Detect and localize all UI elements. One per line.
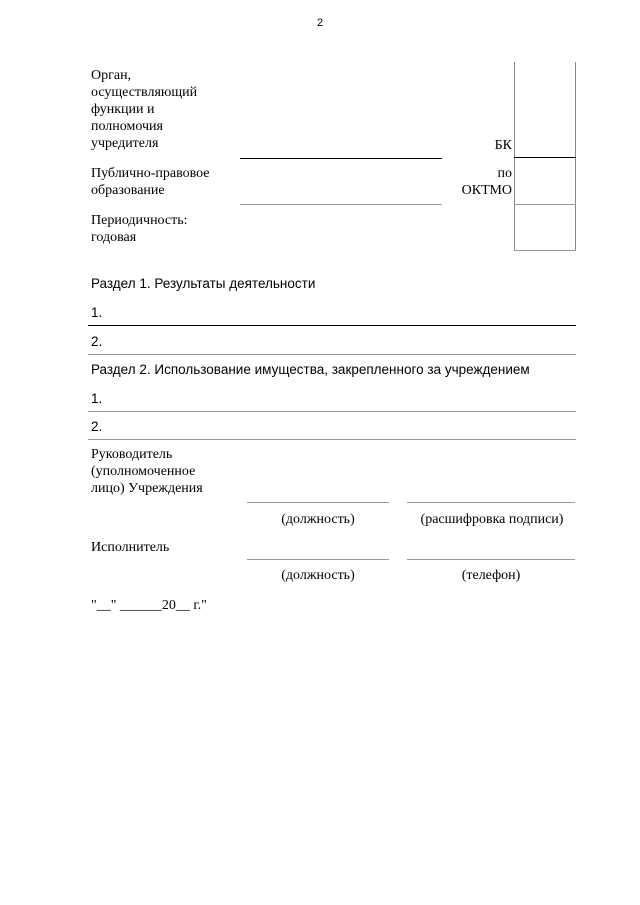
section-1-title: Раздел 1. Результаты деятельности <box>91 276 316 291</box>
codes-column-left-border <box>514 62 515 250</box>
head-position-line <box>247 502 389 503</box>
period-label: Периодичность: годовая <box>91 213 188 245</box>
date-line: "__" ______20__ г." <box>91 598 207 613</box>
section-1-row-line <box>88 325 576 326</box>
section-2-row-line <box>88 439 576 440</box>
public-entity-code-label: по ОКТМО <box>461 166 512 198</box>
codes-column-bottom-border <box>514 250 576 251</box>
executor-phone-line <box>407 559 575 560</box>
codes-column-divider <box>514 204 576 205</box>
section-2-row-line <box>88 411 576 412</box>
public-entity-value-line <box>240 204 442 205</box>
section-1-row-2: 2. <box>91 334 103 349</box>
head-label: Руководитель (уполномоченное лицо) Учреждения <box>91 447 203 496</box>
head-signature-line <box>407 502 575 503</box>
section-2-row-1: 1. <box>91 391 103 406</box>
public-entity-label: Публично-правовое образование <box>91 166 210 198</box>
founder-value-line <box>240 158 442 159</box>
founder-code-label: БК <box>494 138 512 153</box>
codes-column-right-border <box>575 62 576 250</box>
section-1-row-1: 1. <box>91 305 103 320</box>
page-number: 2 <box>316 17 324 29</box>
founder-label: Орган, осуществляющий функции и полномочия учредителя <box>91 68 198 151</box>
codes-column-divider <box>514 157 576 158</box>
section-2-title: Раздел 2. Использование имущества, закрепленного за учреждением <box>91 362 530 377</box>
section-1-row-line <box>88 354 576 355</box>
executor-position-caption: (должность) <box>281 568 355 583</box>
executor-label: Исполнитель <box>91 540 170 555</box>
head-position-caption: (должность) <box>281 512 355 527</box>
section-2-row-2: 2. <box>91 419 103 434</box>
head-signature-caption: (расшифровка подписи) <box>420 512 564 527</box>
executor-position-line <box>247 559 389 560</box>
executor-phone-caption: (телефон) <box>461 568 521 583</box>
